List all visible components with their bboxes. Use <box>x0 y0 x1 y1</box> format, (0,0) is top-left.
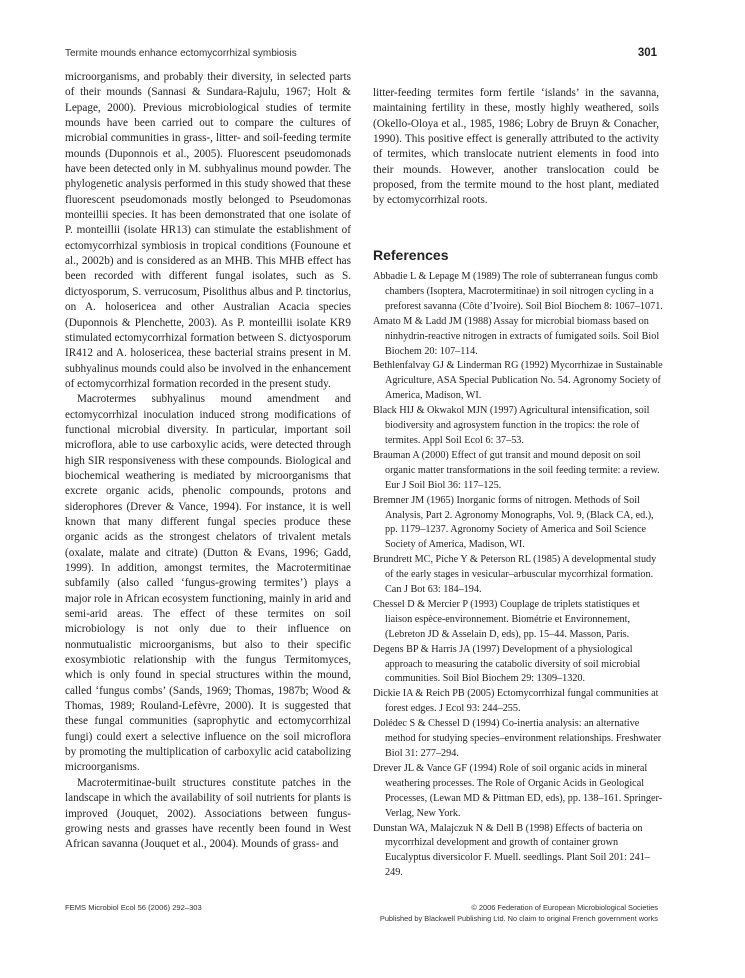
reference-item: Brundrett MC, Piche Y & Peterson RL (1985) A developmental study of the early stages in vesicular–arbuscular mycorrhizal formation. Can J Bot 63: 184–194. <box>373 554 657 596</box>
running-title: Termite mounds enhance ectomycorrhizal symbiosis <box>65 48 297 59</box>
right-column <box>373 86 659 209</box>
reference-item: Degens BP & Harris JA (1997) Development of a physiological approach to measuring the catabolic diversity of soil microbial communities. Soil Biol Biochem 29: 1309–1320. <box>373 643 641 685</box>
body-paragraph: Macrotermes subhyalinus mound amendment and ectomycorrhizal inoculation induced strong modifications of functional microbial diversity. In particular, important soil microflora, able to use carboxylic acids, were detected through high SIR responsiveness with these compounds. Biological and biochemical weathering is mediated by microorganisms that excrete organic acids, phenolic compounds, protons and siderophores (Drever & Vance, 1994). For instance, it is well known that many different fungal species produce these organic acids as the strongest chelators of trivalent metals (oxalate, malate and citrate) (Dutton & Evans, 1996; Gadd, 1999). In addition, amongst termites, the Macrotermitinae subfamily (also called ‘fungus-growing termites’) plays a major role in African ecosystem functioning, mainly in arid and semi-arid areas. The effect of these termites on soil microbiology is not only due to their influence on nonmutualistic microorganisms, but also to their specific exosymbiotic relationship with the fungus Termitomyces, which is only found in special structures within the mound, called ‘fungus combs’ (Sands, 1969; Thomas, 1987b; Wood & Thomas, 1989; Rouland-Lefèvre, 2000). It is suggested that these fungal communities (saprophytic and ectomycorrhizal fungi) could exert a selective influence on the soil microflora by promoting the multiplication of carboxylic acid catabolizing microorganisms. <box>65 393 351 774</box>
copyright-line: © 2006 Federation of European Microbiological Societies <box>471 903 658 912</box>
copyright-notice <box>380 903 658 924</box>
journal-citation: FEMS Microbiol Ecol 56 (2006) 292–303 <box>65 903 202 912</box>
reference-item: Black HIJ & Okwakol MJN (1997) Agricultural intensification, soil biodiversity and agrosystem function in the tropics: the role of termites. Appl Soil Ecol 6: 37–53. <box>373 405 650 446</box>
reference-item: Dunstan WA, Malajczuk N & Dell B (1998) Effects of bacteria on mycorrhizal development and growth of container grown Eucalyptus diversicolor F. Muell. seedlings. Plant Soil 201: 241–249. <box>373 822 650 879</box>
reference-item: Bethlenfalvay GJ & Linderman RG (1992) Mycorrhizae in Sustainable Agriculture, ASA Special Publication No. 54. Agronomy Society of America, Madison, WI. <box>373 360 663 402</box>
references-heading: References <box>373 247 449 263</box>
publisher-line: Published by Blackwell Publishing Ltd. No claim to original French government works <box>379 913 658 923</box>
reference-item: Abbadie L & Lepage M (1989) The role of subterranean fungus comb chambers (Isoptera, Macrotermitinae) in soil nitrogen cycling in a preforest savanna (Côte d’Ivoire). Soil Biol Biochem 8: 1067–1071. <box>373 271 663 312</box>
reference-item: Dolédec S & Chessel D (1994) Co-inertia analysis: an alternative method for studying species–environment relationships. Freshwater Biol 31: 277–294. <box>373 718 662 759</box>
body-paragraph: microorganisms, and probably their diversity, in selected parts of their mounds (Sannasi & Sundara-Rajulu, 1967; Holt & Lepage, 2000). Previous microbiological studies of termite mounds have been carried out to compare the cultures of microbial communities in grass-, litter- and soil-feeding termite mounds (Duponnois et al., 2005). Fluorescent pseudomonads have been detected only in M. subhyalinus mound powder. The phylogenetic analysis performed in this study showed that these fluorescent pseudomonads mostly belonged to Pseudomonas monteillii species. It has been demonstrated that one isolate of P. monteillii (isolate HR13) can stimulate the establishment of ectomycorrhizal symbiosis in tropical conditions (Founoune et al., 2002b) and is considered as an MHB. This MHB effect has been recorded with different fungal isolates, such as S. dictyosporum, S. verrucosum, Pisolithus albus and P. tinctorius, on A. holosericea and other Australian Acacia species (Duponnois & Plenchette, 2003). As P. monteillii isolate KR9 stimulated ectomycorrhizal formation between S. dictyosporum IR412 and A. holosericea, these bacterial strains present in M. subhyalinus mounds could also be involved in the enhancement of ectomycorrhizal formation recorded in the present study. <box>65 71 351 390</box>
references-list <box>373 270 663 881</box>
reference-item: Dickie IA & Reich PB (2005) Ectomycorrhizal fungal communities at forest edges. J Ecol 93: 244–255. <box>373 688 659 715</box>
page-number: 301 <box>637 47 657 59</box>
reference-item: Drever JL & Vance GF (1994) Role of soil organic acids in mineral weathering processes. The Role of Organic Acids in Geological Processes, (Lewan MD & Pittman ED, eds), pp. 138–161. Springer-Verlag, New York. <box>373 762 663 819</box>
body-paragraph: litter-feeding termites form fertile ‘islands’ in the savanna, maintaining fertility in these, mostly highly weathered, soils (Okello-Oloya et al., 1985, 1986; Lobry de Bruyn & Conacher, 1990). This positive effect is generally attributed to the activity of termites, which translocate nutrient elements in food into their mounds. However, another translocation could be proposed, from the termite mound to the host plant, mediated by ectomycorrhizal roots. <box>373 87 659 207</box>
reference-item: Amato M & Ladd JM (1988) Assay for microbial biomass based on ninhydrin-reactive nitrogen in extracts of fumigated soils. Soil Biol Biochem 20: 107–114. <box>373 315 660 357</box>
left-column <box>65 70 351 853</box>
reference-item: Bremner JM (1965) Inorganic forms of nitrogen. Methods of Soil Analysis, Part 2. Agronomy Monographs, Vol. 9, (Black CA, ed.), pp. 1179–1237. Agronomy Society of America and Soil Science Society of America, Madison, WI. <box>373 494 654 551</box>
body-paragraph: Macrotermitinae-built structures constitute patches in the landscape in which the availability of soil nutrients for plants is improved (Jouquet, 2002). Associations between fungus-growing nests and grasses have recently been found in West African savanna (Jouquet et al., 2004). Mounds of grass- and <box>65 776 351 851</box>
reference-item: Brauman A (2000) Effect of gut transit and mound deposit on soil organic matter transformations in the soil feeding termite: a review. Eur J Soil Biol 36: 117–125. <box>373 449 660 491</box>
reference-item: Chessel D & Mercier P (1993) Couplage de triplets statistiques et liaison espèce-environnement. Biométrie et Environnement, (Lebreton JD & Asselain D, eds), pp. 15–44. Masson, Paris. <box>373 598 640 640</box>
